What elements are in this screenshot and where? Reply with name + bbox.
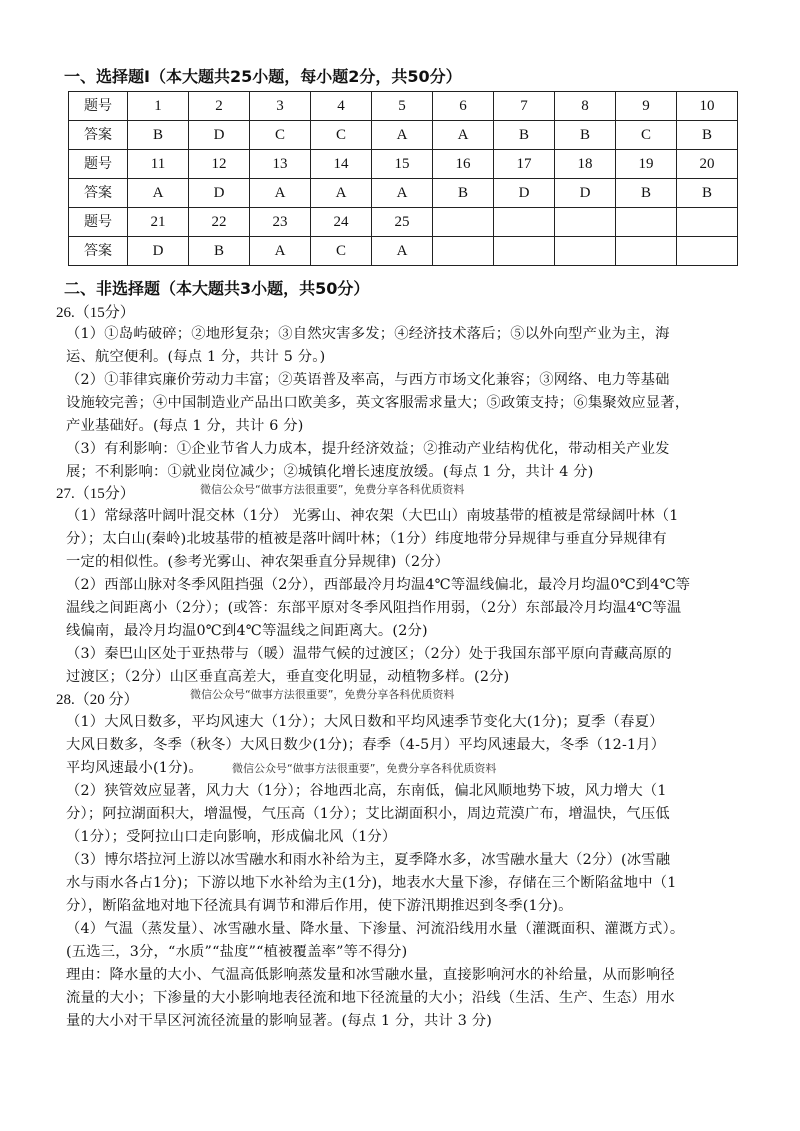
table-row-ans-2	[69, 179, 738, 208]
section-2-title: 二、非选择题（本大题共3小题，共50分）	[64, 279, 370, 298]
watermark-text: 微信公众号“做事方法很重要”，免费分享各科优质资料	[200, 483, 465, 496]
row-label: 答案	[69, 179, 128, 208]
table-cell: B	[433, 179, 494, 208]
table-cell: 10	[677, 92, 738, 121]
table-cell: 7	[494, 92, 555, 121]
table-row-ans-3	[69, 237, 738, 266]
table-cell-empty	[616, 208, 677, 237]
table-cell: 14	[311, 150, 372, 179]
table-cell: C	[311, 237, 372, 266]
q27-line: （2）西部山脉对冬季风阻挡强（2分），西部最冷月均温4℃等温线偏北，最冷月均温0℃到4℃等	[66, 577, 691, 593]
q27-line: 一定的相似性。(参考光雾山、神农架垂直分异规律)（2分）	[66, 554, 450, 570]
table-cell: B	[616, 179, 677, 208]
table-cell: 18	[555, 150, 616, 179]
table-cell-empty	[555, 208, 616, 237]
table-cell: A	[311, 179, 372, 208]
table-cell: A	[250, 237, 311, 266]
watermark-text: 微信公众号“做事方法很重要”，免费分享各科优质资料	[190, 688, 455, 701]
table-cell: 16	[433, 150, 494, 179]
q28-line: （2）狭管效应显著，风力大（1分）；谷地西北高，东南低，偏北风顺地势下坡，风力增大（1	[66, 783, 667, 799]
table-cell: 20	[677, 150, 738, 179]
table-cell: B	[677, 121, 738, 150]
q28-line: 量的大小对干旱区河流径流量的影响显著。(每点 1 分，共计 3 分)	[66, 1013, 493, 1029]
table-cell: 19	[616, 150, 677, 179]
table-cell: A	[372, 121, 433, 150]
table-cell: D	[128, 237, 189, 266]
table-cell: B	[128, 121, 189, 150]
table-cell: 12	[189, 150, 250, 179]
table-cell: 5	[372, 92, 433, 121]
q28-line: 理由：降水量的大小、气温高低影响蒸发量和冰雪融水量，直接影响河水的补给量，从而影响径	[66, 967, 675, 983]
table-cell: 17	[494, 150, 555, 179]
section-1-title: 一、选择题Ⅰ（本大题共25小题，每小题2分，共50分）	[64, 67, 462, 86]
table-cell: A	[128, 179, 189, 208]
table-cell: 6	[433, 92, 494, 121]
table-cell: A	[372, 179, 433, 208]
table-cell: 22	[189, 208, 250, 237]
row-label: 答案	[69, 237, 128, 266]
q28-line: （1分）；受阿拉山口走向影响，形成偏北风（1分）	[66, 829, 397, 845]
q27-line: （1）常绿落叶阔叶混交林（1分） 光雾山、神农架（大巴山）南坡基带的植被是常绿阔叶林（1	[66, 508, 679, 524]
q28-line: 大风日数多，冬季（秋冬）大风日数少(1分)；春季（4-5月）平均风速最大，冬季（12-1月）	[66, 737, 666, 753]
table-cell: A	[250, 179, 311, 208]
table-cell-empty	[494, 208, 555, 237]
table-cell: 2	[189, 92, 250, 121]
row-label: 题号	[69, 92, 128, 121]
table-cell: 8	[555, 92, 616, 121]
q26-line: （2）①菲律宾廉价劳动力丰富；②英语普及率高，与西方市场文化兼容；③网络、电力等基础	[66, 372, 670, 388]
row-label: 题号	[69, 208, 128, 237]
q27-line: 分）；太白山(秦岭)北坡基带的植被是落叶阔叶林；（1分）纬度地带分异规律与垂直分异规律有	[66, 531, 667, 547]
q27-line: 过渡区；（2分）山区垂直高差大，垂直变化明显，动植物多样。(2分)	[66, 669, 510, 685]
q28-line: （1）大风日数多，平均风速大（1分）；大风日数和平均风速季节变化大(1分)；夏季（春夏）	[66, 714, 664, 730]
q28-line: 分）；阿拉湖面积大，增温慢，气压高（1分）；艾比湖面积小，周边荒漠广布，增温快，气压低	[66, 806, 670, 822]
row-label: 答案	[69, 121, 128, 150]
q27-line: 温线之间距离小（2分）；(或答：东部平原对冬季风阻挡作用弱，（2分）东部最冷月均温4℃等温	[66, 600, 682, 616]
table-cell: 21	[128, 208, 189, 237]
q28-line: 水与雨水各占1分)；下游以地下水补给为主(1分)，地表水大量下渗，存储在三个断陷盆地中（1	[66, 875, 677, 891]
table-cell: D	[189, 179, 250, 208]
table-cell: 11	[128, 150, 189, 179]
table-cell: A	[372, 237, 433, 266]
q26-line: 产业基础好。(每点 1 分，共计 6 分)	[66, 418, 304, 434]
table-row-num-2	[69, 150, 738, 179]
q26-line: 展；不利影响：①就业岗位减少；②城镇化增长速度放缓。(每点 1 分，共计 4 分)	[66, 464, 594, 480]
table-cell-empty	[555, 237, 616, 266]
table-cell: 9	[616, 92, 677, 121]
q28-line: （3）博尔塔拉河上游以冰雪融水和雨水补给为主，夏季降水多，冰雪融水量大（2分）(冰雪融	[66, 852, 671, 868]
table-cell: 24	[311, 208, 372, 237]
q28-line: (五选三，3分，“水质”“盐度”“植被覆盖率”等不得分)	[66, 944, 408, 960]
q26-line: （1）①岛屿破碎；②地形复杂；③自然灾害多发；④经济技术落后；⑤以外向型产业为主，海	[66, 326, 670, 342]
q27-line: 线偏南，最冷月均温0℃到4℃等温线之间距离大。(2分)	[66, 623, 428, 639]
table-cell: 25	[372, 208, 433, 237]
q28-line: 平均风速最小(1分)。	[66, 760, 203, 776]
table-cell: B	[189, 237, 250, 266]
table-cell: D	[494, 179, 555, 208]
table-cell: B	[677, 179, 738, 208]
row-label: 题号	[69, 150, 128, 179]
table-row-num-1	[69, 92, 738, 121]
table-cell: B	[555, 121, 616, 150]
table-cell: C	[311, 121, 372, 150]
table-cell: 1	[128, 92, 189, 121]
watermark-text: 微信公众号“做事方法很重要”，免费分享各科优质资料	[232, 762, 497, 775]
q28-heading: 28.（20 分）	[56, 692, 139, 708]
table-row-ans-1	[69, 121, 738, 150]
table-cell-empty	[433, 237, 494, 266]
table-cell: 13	[250, 150, 311, 179]
table-cell-empty	[433, 208, 494, 237]
table-cell: 4	[311, 92, 372, 121]
table-cell: 15	[372, 150, 433, 179]
q28-line: 流量的大小；下渗量的大小影响地表径流和地下径流量的大小；沿线（生活、生产、生态）用水	[66, 990, 675, 1006]
q28-line: （4）气温（蒸发量）、冰雪融水量、降水量、下渗量、河流沿线用水量（灌溉面积、灌溉方式）。	[66, 921, 685, 937]
q27-line: （3）秦巴山区处于亚热带与（暖）温带气候的过渡区；（2分）处于我国东部平原向青藏高原的	[66, 646, 672, 662]
table-cell-empty	[616, 237, 677, 266]
q26-line: 设施较完善；④中国制造业产品出口欧美多，英文客服需求量大；⑤政策支持；⑥集聚效应显著，	[66, 395, 690, 411]
answer-table	[68, 91, 738, 266]
table-cell: A	[433, 121, 494, 150]
table-cell-empty	[677, 208, 738, 237]
q28-line: 分），断陷盆地对地下径流具有调节和滞后作用，使下游汛期推迟到冬季(1分)。	[66, 898, 573, 914]
table-cell-empty	[494, 237, 555, 266]
q27-heading: 27.（15分）	[56, 486, 135, 502]
q26-line: 运、航空便利。(每点 1 分，共计 5 分。)	[66, 349, 326, 365]
table-cell: 3	[250, 92, 311, 121]
table-cell-empty	[677, 237, 738, 266]
table-cell: D	[189, 121, 250, 150]
table-cell: D	[555, 179, 616, 208]
table-cell: B	[494, 121, 555, 150]
table-row-num-3	[69, 208, 738, 237]
q26-line: （3）有利影响：①企业节省人力成本，提升经济效益；②推动产业结构优化，带动相关产业发	[66, 441, 670, 457]
table-cell: 23	[250, 208, 311, 237]
table-cell: C	[616, 121, 677, 150]
table-cell: C	[250, 121, 311, 150]
q26-heading: 26.（15分）	[56, 305, 135, 321]
